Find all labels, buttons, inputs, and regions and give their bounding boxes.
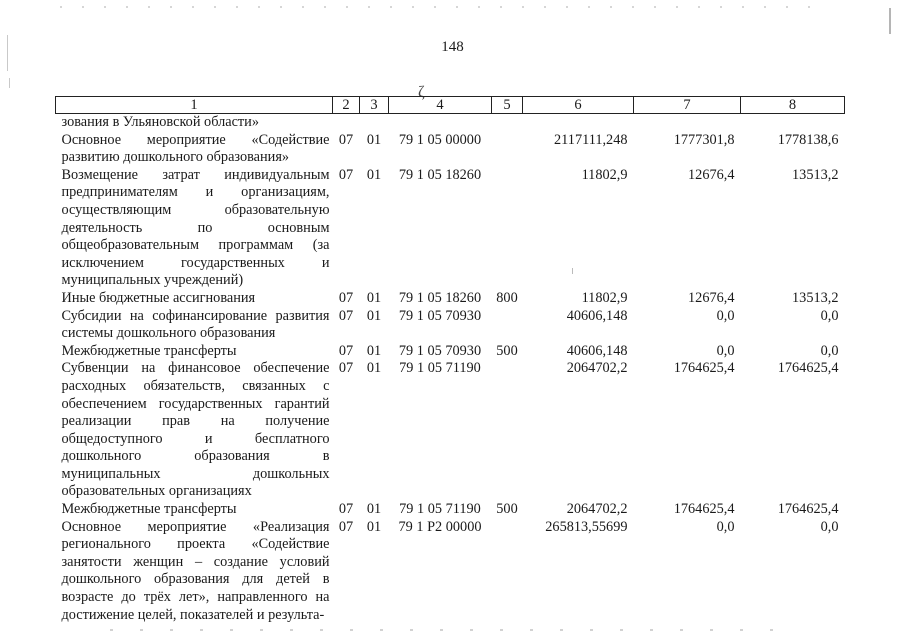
budget-table — [55, 96, 845, 624]
table-row — [56, 501, 845, 519]
expense-type-cell — [492, 132, 523, 167]
expense-type-cell — [492, 360, 523, 501]
row-name-cell: Субсидии на софинансирование развития системы дошкольного образования — [61, 307, 330, 342]
scan-noise-bottom — [110, 629, 790, 631]
subsection-code-cell: 01 — [366, 518, 382, 535]
amount-col8-cell: 0,0 — [820, 342, 839, 359]
row-name-cell: Межбюджетные трансферты — [61, 342, 237, 359]
amount-col8-cell: 1778138,6 — [777, 131, 839, 148]
table-row — [56, 290, 845, 308]
section-code-cell: 07 — [338, 501, 354, 518]
column-header-2: 2 — [333, 97, 360, 114]
section-code-cell: 07 — [338, 289, 354, 306]
expense-type-cell — [492, 167, 523, 290]
target-article-cell: 79 1 05 70930 — [398, 342, 482, 359]
target-article-cell: 79 1 05 71190 — [399, 501, 481, 518]
expense-type-cell — [492, 114, 523, 132]
subsection-code-cell: 01 — [366, 360, 382, 377]
column-header-5: 5 — [492, 97, 523, 114]
section-code-cell: 07 — [338, 307, 354, 324]
handwritten-mark: ζ — [418, 84, 425, 101]
subsection-code-cell: 01 — [366, 342, 382, 359]
scan-noise-top — [60, 6, 820, 8]
page-number: 148 — [441, 39, 464, 55]
row-name-cell: Основное мероприятие «Реализация регионального проекта «Содействие занятости женщин – создание условий дошкольного образования для детей в возрасте до трёх лет», направленного на достижение целей, показателей и результа- — [61, 518, 330, 623]
section-code-cell: 07 — [338, 131, 354, 148]
row-name-cell: Субвенции на финансовое обеспечение расходных обязательств, связанных с обеспечением государственных гарантий реализации прав на получение общедоступного и бесплатного дошкольного образования в муниципальных дошкольных образовательных организациях — [61, 360, 330, 500]
amount-col6-cell: 2064702,2 — [566, 360, 628, 377]
amount-col8-cell: 13513,2 — [792, 289, 839, 306]
amount-col6-cell: 40606,148 — [566, 342, 628, 359]
row-name-cell: Межбюджетные трансферты — [61, 501, 237, 518]
column-header-7: 7 — [634, 97, 741, 114]
row-name-cell: Возмещение затрат индивидуальным предпринимателям и организациям, осуществляющим образовательную деятельность по основным общеобразовательным программам (за исключением государственных и муниципальных учреждений) — [61, 166, 330, 289]
expense-type-cell: 500 — [496, 501, 518, 518]
column-header-8: 8 — [741, 97, 845, 114]
subsection-code-cell: 01 — [366, 289, 382, 306]
amount-col7-cell: 12676,4 — [688, 289, 735, 306]
amount-col8-cell: 1764625,4 — [777, 501, 839, 518]
amount-col6-cell: 40606,148 — [566, 307, 628, 324]
amount-col6-cell: 2117111,248 — [554, 131, 628, 148]
subsection-code-cell: 01 — [366, 131, 382, 148]
target-article-cell: 79 1 05 70930 — [398, 307, 482, 324]
scan-margin-mark — [889, 8, 891, 34]
amount-col8-cell: 0,0 — [820, 307, 839, 324]
table-row — [56, 132, 845, 167]
amount-col7-cell: 12676,4 — [688, 166, 735, 183]
section-code-cell: 07 — [338, 360, 354, 377]
row-name-cell: Основное мероприятие «Содействие развитию дошкольного образования» — [61, 131, 330, 166]
table-row — [56, 114, 845, 132]
table-row — [56, 308, 845, 343]
amount-col7-cell: 1777301,8 — [673, 131, 735, 148]
amount-col6-cell: 265813,55699 — [545, 518, 628, 535]
scan-margin-mark — [9, 78, 10, 88]
column-header-6: 6 — [523, 97, 634, 114]
amount-col6-cell: 11802,9 — [581, 289, 628, 306]
target-article-cell: 79 1 05 18260 — [398, 289, 482, 306]
amount-col7-cell: 0,0 — [716, 307, 735, 324]
expense-type-cell: 500 — [496, 342, 518, 359]
column-header-3: 3 — [360, 97, 389, 114]
amount-col7-cell: 0,0 — [716, 342, 735, 359]
amount-col8-cell: 1764625,4 — [777, 360, 839, 377]
target-article-cell: 79 1 05 18260 — [398, 166, 482, 183]
table-row — [56, 519, 845, 625]
table-header-row — [56, 97, 845, 114]
target-article-cell: 79 1 05 71190 — [399, 360, 481, 377]
table-body — [56, 114, 845, 625]
section-code-cell: 07 — [338, 166, 354, 183]
subsection-code-cell: 01 — [366, 166, 382, 183]
amount-col7-cell: 1764625,4 — [673, 360, 735, 377]
expense-type-cell — [492, 519, 523, 625]
amount-col8-cell: 13513,2 — [792, 166, 839, 183]
amount-col7-cell — [634, 114, 741, 132]
column-header-1: 1 — [56, 97, 333, 114]
subsection-code-cell: 01 — [366, 307, 382, 324]
amount-col6-cell: 2064702,2 — [566, 501, 628, 518]
amount-col8-cell — [741, 114, 845, 132]
section-code-cell: 07 — [338, 342, 354, 359]
row-name-cell: зования в Ульяновской области» — [61, 114, 259, 130]
amount-col6-cell: 11802,9 — [581, 166, 628, 183]
expense-type-cell — [492, 308, 523, 343]
row-name-cell: Иные бюджетные ассигнования — [61, 289, 256, 306]
target-article-cell: 79 1 05 00000 — [398, 131, 482, 148]
table-row — [56, 167, 845, 290]
expense-type-cell: 800 — [496, 289, 518, 306]
table-row — [56, 343, 845, 361]
amount-col7-cell: 0,0 — [716, 518, 735, 535]
amount-col8-cell: 0,0 — [820, 518, 839, 535]
target-article-cell: 79 1 P2 00000 — [398, 518, 482, 535]
subsection-code-cell — [360, 114, 389, 132]
table-row — [56, 360, 845, 501]
amount-col6-cell — [523, 114, 634, 132]
section-code-cell: 07 — [338, 518, 354, 535]
amount-col7-cell: 1764625,4 — [673, 501, 735, 518]
section-code-cell — [333, 114, 360, 132]
column-header-4: 4 — [389, 97, 492, 114]
target-article-cell — [389, 114, 492, 132]
subsection-code-cell: 01 — [366, 501, 382, 518]
